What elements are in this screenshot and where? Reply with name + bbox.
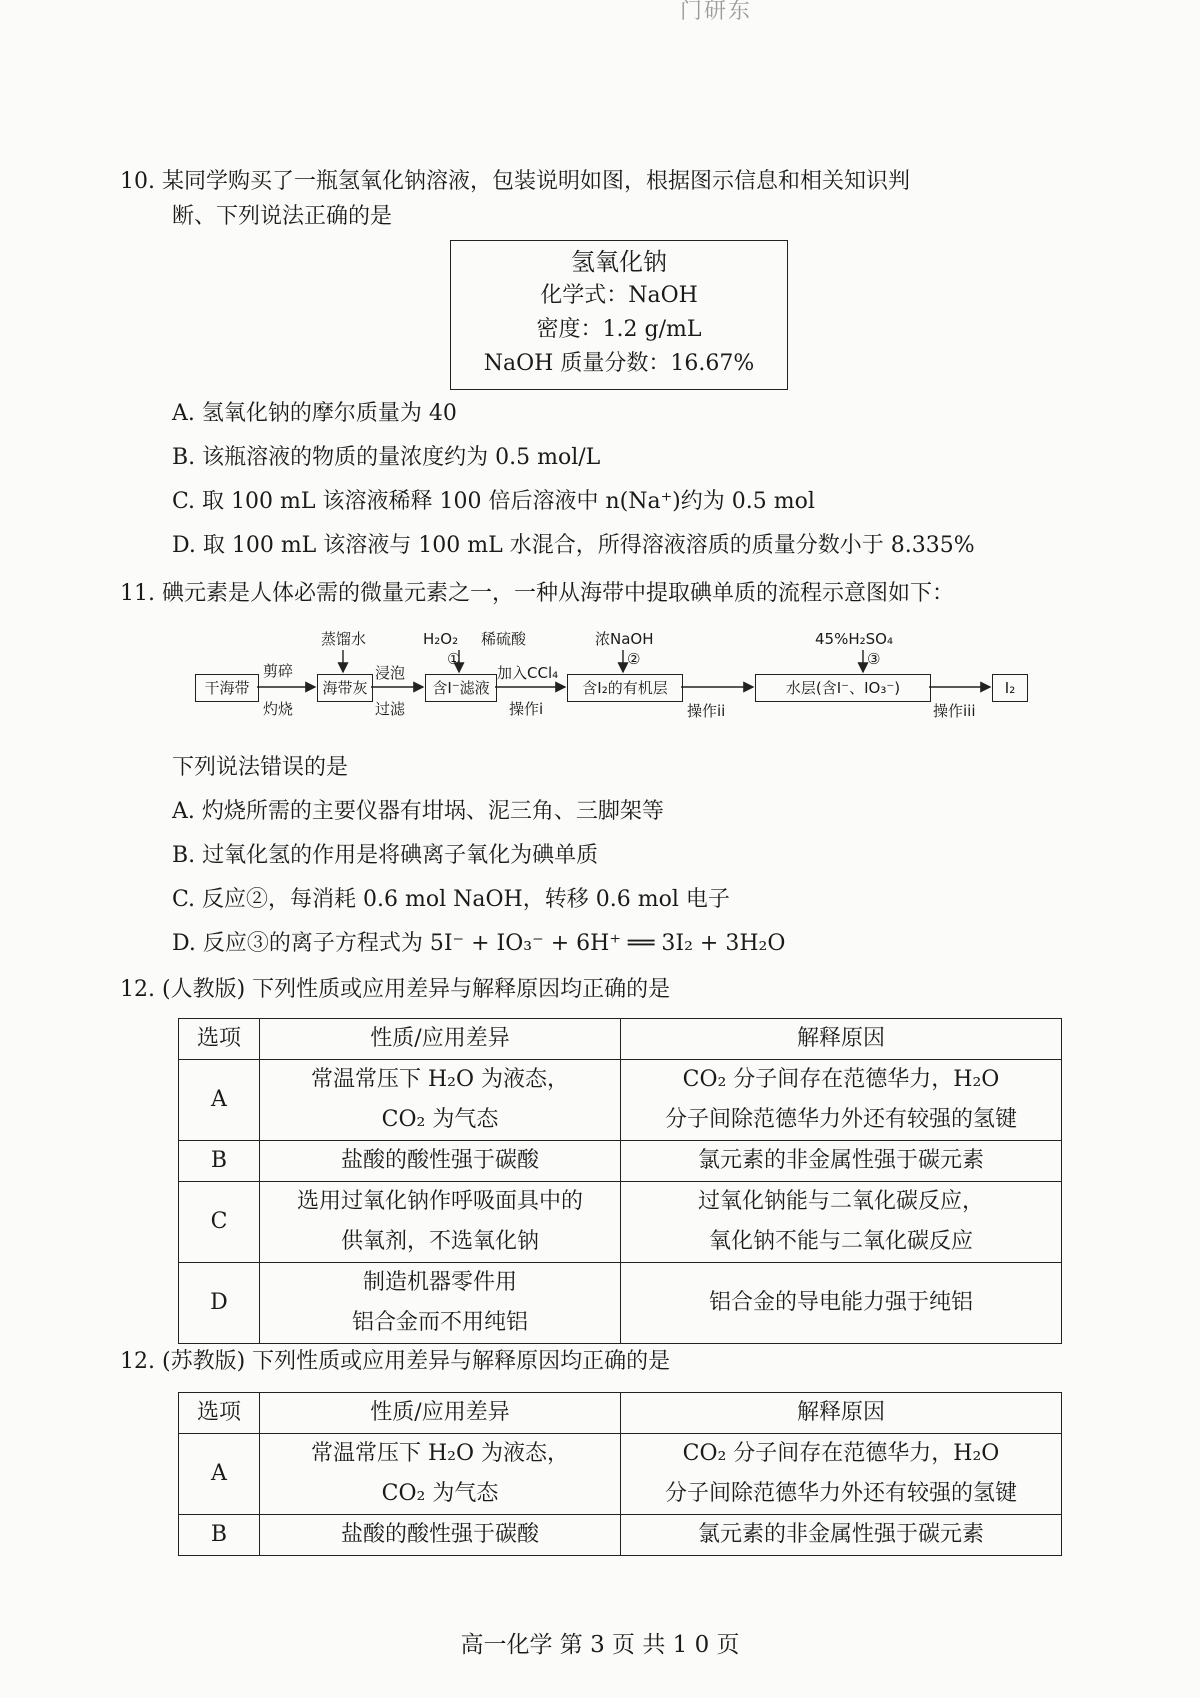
reagent-45-h2so4: 45%H₂SO₄ xyxy=(815,630,893,648)
step1-top: 剪碎 xyxy=(263,662,294,680)
top-watermark: 门研东 xyxy=(680,0,753,24)
step2-top: 浸泡 xyxy=(375,664,406,682)
q11-option-b: B. 过氧化氢的作用是将碘离子氧化为碘单质 xyxy=(172,843,599,868)
label-formula: 化学式：NaOH xyxy=(540,283,698,308)
row-difference: 盐酸的酸性强于碳酸 xyxy=(260,1515,621,1556)
q10-option-b: B. 该瓶溶液的物质的量浓度约为 0.5 mol/L xyxy=(172,445,601,470)
q11-option-a: A. 灼烧所需的主要仪器有坩埚、泥三角、三脚架等 xyxy=(172,799,664,824)
q12a-table xyxy=(178,1018,1062,1344)
header-option: 选项 xyxy=(179,1393,260,1434)
step3-top: 加入CCl₄ xyxy=(497,664,559,682)
cell-line: CO₂ 分子间存在范德华力，H₂O xyxy=(682,1441,1000,1466)
row-difference xyxy=(260,1263,621,1344)
table-row xyxy=(179,1515,1062,1556)
cell-line: 分子间除范德华力外还有较强的氢键 xyxy=(664,1481,1017,1506)
step2-bottom: 过滤 xyxy=(375,700,406,718)
row-option: D xyxy=(179,1263,260,1344)
table-row xyxy=(179,1182,1062,1263)
row-reason: 氯元素的非金属性强于碳元素 xyxy=(621,1141,1062,1182)
cell-line: 选用过氧化钠作呼吸面具中的 xyxy=(296,1189,583,1214)
cell-line: 供氧剂，不选氧化钠 xyxy=(340,1229,539,1254)
q12b-stem: 12. (苏教版) 下列性质或应用差异与解释原因均正确的是 xyxy=(120,1349,671,1374)
q11-prompt: 下列说法错误的是 xyxy=(172,755,349,780)
table-row xyxy=(179,1141,1062,1182)
q11-option-d: D. 反应③的离子方程式为 5I⁻ + IO₃⁻ + 6H⁺ ══ 3I₂ + 3H₂O xyxy=(172,931,786,956)
header-difference: 性质/应用差异 xyxy=(260,1019,621,1060)
cell-line: CO₂ 为气态 xyxy=(381,1107,499,1132)
step4-bottom: 操作ii xyxy=(687,702,726,720)
row-reason xyxy=(621,1060,1062,1141)
step3-bottom: 操作i xyxy=(509,700,544,718)
table-header-row xyxy=(179,1393,1062,1434)
cell-line: 常温常压下 H₂O 为液态， xyxy=(310,1067,570,1092)
box-iodine: I₂ xyxy=(992,674,1028,702)
box-iodide-filtrate: 含I⁻滤液 xyxy=(425,674,497,702)
cell-line: 过氧化钠能与二氧化碳反应， xyxy=(697,1189,984,1214)
q10-stem-line1: 10. 某同学购买了一瓶氢氧化钠溶液，包装说明如图，根据图示信息和相关知识判 xyxy=(120,169,910,194)
box-organic-layer: 含I₂的有机层 xyxy=(567,674,683,702)
naoh-label-box xyxy=(450,240,788,390)
step1-bottom: 灼烧 xyxy=(263,700,294,718)
box-aqueous-layer: 水层(含I⁻、IO₃⁻) xyxy=(755,674,931,702)
row-option: A xyxy=(179,1434,260,1515)
cell-line: CO₂ 分子间存在范德华力，H₂O xyxy=(682,1067,1000,1092)
reagent-dilute-h2so4: 稀硫酸 xyxy=(481,630,527,648)
table-row xyxy=(179,1060,1062,1141)
cell-line: 铝合金而不用纯铝 xyxy=(351,1310,528,1335)
mark-1: ① xyxy=(447,650,461,668)
q12b-table xyxy=(178,1392,1062,1556)
box-kelp-ash: 海带灰 xyxy=(317,674,373,702)
row-difference xyxy=(260,1060,621,1141)
label-title: 氢氧化钠 xyxy=(571,248,667,276)
row-difference xyxy=(260,1182,621,1263)
table-header-row xyxy=(179,1019,1062,1060)
reagent-h2o2: H₂O₂ xyxy=(423,630,459,648)
mark-2: ② xyxy=(627,650,641,668)
header-option: 选项 xyxy=(179,1019,260,1060)
box-dry-kelp: 干海带 xyxy=(195,674,259,702)
row-difference: 盐酸的酸性强于碳酸 xyxy=(260,1141,621,1182)
reagent-water: 蒸馏水 xyxy=(321,630,367,648)
cell-line: CO₂ 为气态 xyxy=(381,1481,499,1506)
row-reason: 氯元素的非金属性强于碳元素 xyxy=(621,1515,1062,1556)
header-reason: 解释原因 xyxy=(621,1019,1062,1060)
reagent-naoh: 浓NaOH xyxy=(595,630,654,648)
cell-line: 氧化钠不能与二氧化碳反应 xyxy=(708,1229,973,1254)
page-footer: 高一化学 第 3 页 共 1 0 页 xyxy=(460,1632,740,1658)
cell-line: 常温常压下 H₂O 为液态， xyxy=(310,1441,570,1466)
table-row xyxy=(179,1434,1062,1515)
q10-option-d: D. 取 100 mL 该溶液与 100 mL 水混合，所得溶液溶质的质量分数小于 8.335% xyxy=(172,533,975,558)
row-reason xyxy=(621,1434,1062,1515)
label-density: 密度：1.2 g/mL xyxy=(536,317,702,342)
row-option: C xyxy=(179,1182,260,1263)
cell-line: 分子间除范德华力外还有较强的氢键 xyxy=(664,1107,1017,1132)
iodine-flow-diagram xyxy=(195,630,1065,740)
label-fraction: NaOH 质量分数：16.67% xyxy=(483,351,755,376)
table-row xyxy=(179,1263,1062,1344)
row-option: B xyxy=(179,1515,260,1556)
row-option: A xyxy=(179,1060,260,1141)
row-option: B xyxy=(179,1141,260,1182)
q11-stem: 11. 碘元素是人体必需的微量元素之一，一种从海带中提取碘单质的流程示意图如下： xyxy=(120,581,954,606)
row-reason xyxy=(621,1182,1062,1263)
mark-3: ③ xyxy=(867,650,881,668)
row-difference xyxy=(260,1434,621,1515)
row-reason: 铝合金的导电能力强于纯铝 xyxy=(621,1263,1062,1344)
header-reason: 解释原因 xyxy=(621,1393,1062,1434)
q10-option-a: A. 氢氧化钠的摩尔质量为 40 xyxy=(172,401,457,426)
q10-stem-line2: 断、下列说法正确的是 xyxy=(172,204,393,229)
step5-bottom: 操作iii xyxy=(933,702,976,720)
q12a-stem: 12. (人教版) 下列性质或应用差异与解释原因均正确的是 xyxy=(120,977,671,1002)
q10-option-c: C. 取 100 mL 该溶液稀释 100 倍后溶液中 n(Na⁺)约为 0.5 mol xyxy=(172,489,815,514)
cell-line: 制造机器零件用 xyxy=(362,1270,517,1295)
q11-option-c: C. 反应②，每消耗 0.6 mol NaOH，转移 0.6 mol 电子 xyxy=(172,887,730,912)
header-difference: 性质/应用差异 xyxy=(260,1393,621,1434)
